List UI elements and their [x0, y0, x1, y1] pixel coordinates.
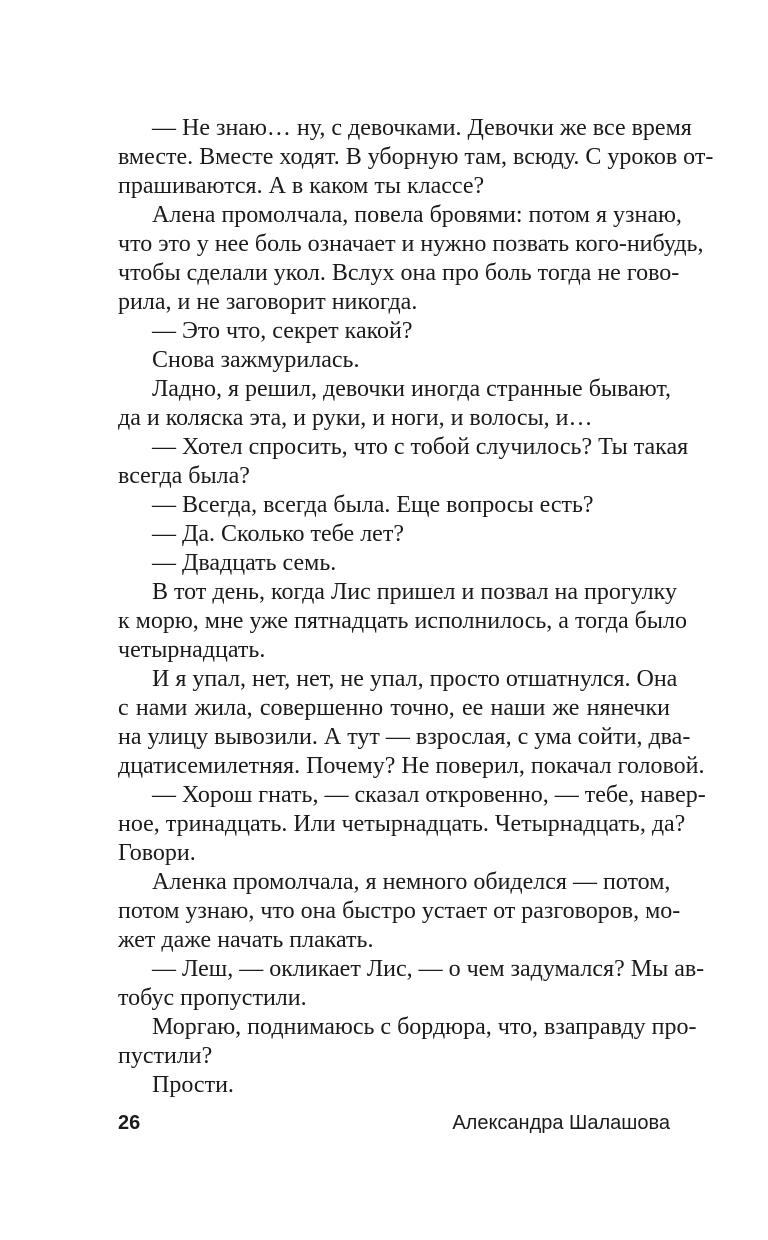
text-line: прашиваются. А в каком ты классе? [118, 173, 485, 199]
text-line: вместе. Вместе ходят. В уборную там, всюду. С уроков от- [118, 144, 714, 170]
text-line: с нами жила, совершенно точно, ее наши же нянечки [118, 695, 670, 721]
text-line: что это у нее боль означает и нужно позвать кого-нибудь, [118, 231, 704, 257]
text-line: Аленка промолчала, я немного обиделся — потом, [152, 869, 671, 895]
text-line: Моргаю, поднимаюсь с бордюра, что, взаправду про- [152, 1014, 697, 1040]
text-line: — Да. Сколько тебе лет? [152, 521, 404, 547]
text-line: Ладно, я решил, девочки иногда странные бывают, [152, 376, 672, 402]
text-line: Говори. [118, 840, 196, 866]
page-number: 26 [118, 1112, 141, 1134]
text-line: да и коляска эта, и руки, и ноги, и волосы, и… [118, 405, 593, 431]
text-line: к морю, мне уже пятнадцать исполнилось, а тогда было [118, 608, 687, 634]
text-line: дцатисемилетняя. Почему? Не поверил, покачал головой. [118, 753, 705, 779]
text-line: — Не знаю… ну, с девочками. Девочки же все время [152, 115, 692, 141]
text-line: тобус пропустили. [118, 985, 307, 1011]
body-text [118, 114, 714, 1100]
text-line: — Двадцать семь. [152, 550, 337, 576]
text-line: рила, и не заговорит никогда. [118, 289, 418, 315]
page-footer [118, 1108, 670, 1138]
text-line: — Леш, — окликает Лис, — о чем задумался? Мы ав- [152, 956, 705, 982]
text-line: всегда была? [118, 463, 250, 489]
text-line: пустили? [118, 1043, 213, 1069]
text-line: четырнадцать. [118, 637, 266, 663]
text-line: на улицу вывозили. А тут — взрослая, с ума сойти, два- [118, 724, 691, 750]
text-line: — Это что, секрет какой? [152, 318, 413, 344]
text-line: потом узнаю, что она быстро устает от разговоров, мо- [118, 898, 681, 924]
text-line: Прости. [152, 1072, 234, 1098]
text-line: жет даже начать плакать. [118, 927, 374, 953]
text-line: чтобы сделали укол. Вслух она про боль тогда не гово- [118, 260, 680, 286]
text-line: — Хотел спросить, что с тобой случилось? Ты такая [152, 434, 689, 460]
text-line: — Всегда, всегда была. Еще вопросы есть? [152, 492, 594, 518]
text-line: В тот день, когда Лис пришел и позвал на прогулку [152, 579, 677, 605]
text-line: — Хорош гнать, — сказал откровенно, — тебе, навер- [152, 782, 706, 808]
text-line: Снова зажмурилась. [152, 347, 360, 373]
text-line: ное, тринадцать. Или четырнадцать. Четырнадцать, да? [118, 811, 686, 837]
text-line: И я упал, нет, нет, не упал, просто отшатнулся. Она [152, 666, 678, 692]
author-name: Александра Шалашова [452, 1112, 670, 1134]
text-line: Алена промолчала, повела бровями: потом я узнаю, [152, 202, 682, 228]
